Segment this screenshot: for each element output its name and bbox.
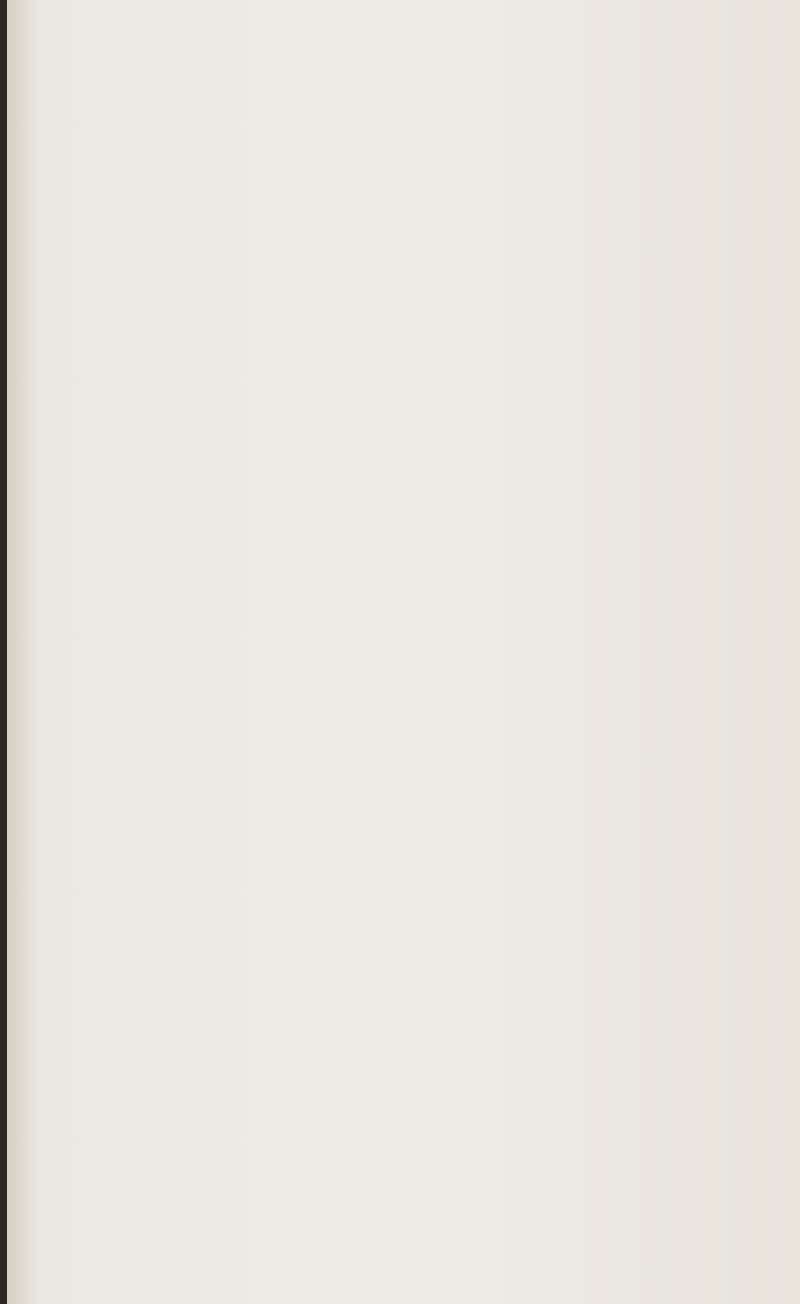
page-footer: [0, 1196, 800, 1246]
page-header: [0, 30, 800, 78]
book-gutter-shadow: [0, 0, 7, 1304]
